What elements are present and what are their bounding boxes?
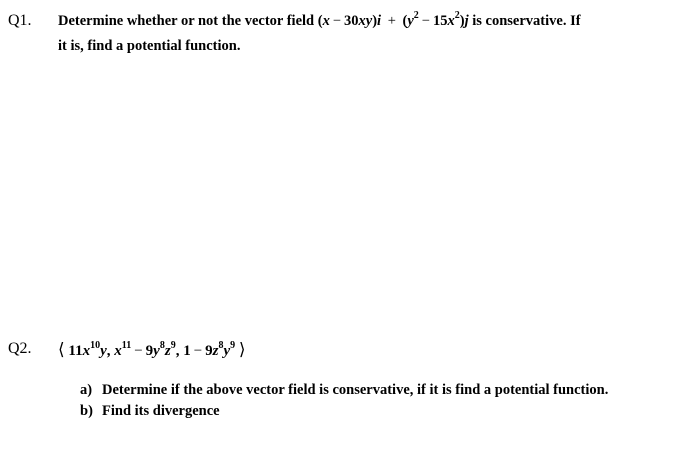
paren-close: ): [459, 13, 465, 29]
exponent: 8: [159, 340, 165, 351]
paren-open: (: [402, 13, 408, 29]
list-item: [80, 380, 608, 401]
exponent: 2: [413, 10, 419, 21]
exponent: 2: [454, 10, 460, 21]
minus-sign: −: [332, 13, 341, 29]
var-y: y: [223, 343, 231, 359]
coefficient: 9: [205, 343, 213, 359]
q1-text-end: is conservative. If: [472, 13, 581, 29]
exponent: 9: [230, 340, 236, 351]
var-x: x: [82, 343, 91, 359]
coefficient: 30: [344, 13, 359, 29]
q1-j-component: [402, 10, 473, 29]
q2-label: Q2.: [8, 340, 32, 357]
q1-line-2: it is, find a potential function.: [58, 38, 241, 54]
list-item: [80, 401, 608, 422]
item-text: Find its divergence: [102, 403, 220, 419]
angle-bracket-open: ⟨: [58, 340, 65, 359]
var-z: z: [212, 343, 219, 359]
comma: ,: [175, 343, 180, 359]
q1-line-1: [58, 8, 581, 34]
unit-vector-j: j: [464, 13, 469, 29]
plus-sign: +: [387, 13, 396, 29]
exponent: 9: [170, 340, 176, 351]
item-text: Determine if the above vector field is conservative, if it is find a potential function.: [102, 382, 609, 398]
var-y: y: [100, 343, 107, 359]
angle-bracket-close: ⟩: [238, 340, 246, 359]
minus-sign: −: [421, 13, 430, 29]
minus-sign: −: [193, 343, 203, 359]
paren-close: ): [372, 13, 378, 29]
q1-label: Q1.: [8, 12, 32, 29]
minus-sign: −: [134, 343, 143, 359]
var-y: y: [153, 343, 160, 359]
q2-term-3: [183, 340, 236, 359]
item-label: a): [80, 382, 93, 398]
comma: ,: [106, 343, 111, 359]
item-label: b): [80, 403, 93, 419]
var-z: z: [164, 343, 171, 359]
var-xy: xy: [358, 13, 373, 29]
coefficient: 11: [68, 343, 83, 359]
constant: 1: [183, 343, 191, 359]
exponent: 11: [121, 340, 132, 351]
var-x: x: [447, 13, 455, 29]
q2-term-2: [114, 340, 176, 359]
var-y: y: [407, 13, 414, 29]
q1-i-component: [318, 13, 385, 29]
q2-subquestions: [80, 380, 608, 422]
var-x: x: [114, 343, 122, 359]
q2-vector-field: [58, 340, 246, 360]
exponent: 10: [90, 340, 101, 351]
q1-text-start: Determine whether or not the vector field: [58, 13, 315, 29]
var-x: x: [322, 13, 330, 29]
coefficient: 9: [145, 343, 154, 359]
coefficient: 15: [432, 13, 448, 29]
paren-open: (: [317, 13, 323, 29]
unit-vector-i: i: [377, 13, 382, 29]
q2-term-1: [68, 340, 107, 359]
exponent: 8: [218, 340, 224, 351]
